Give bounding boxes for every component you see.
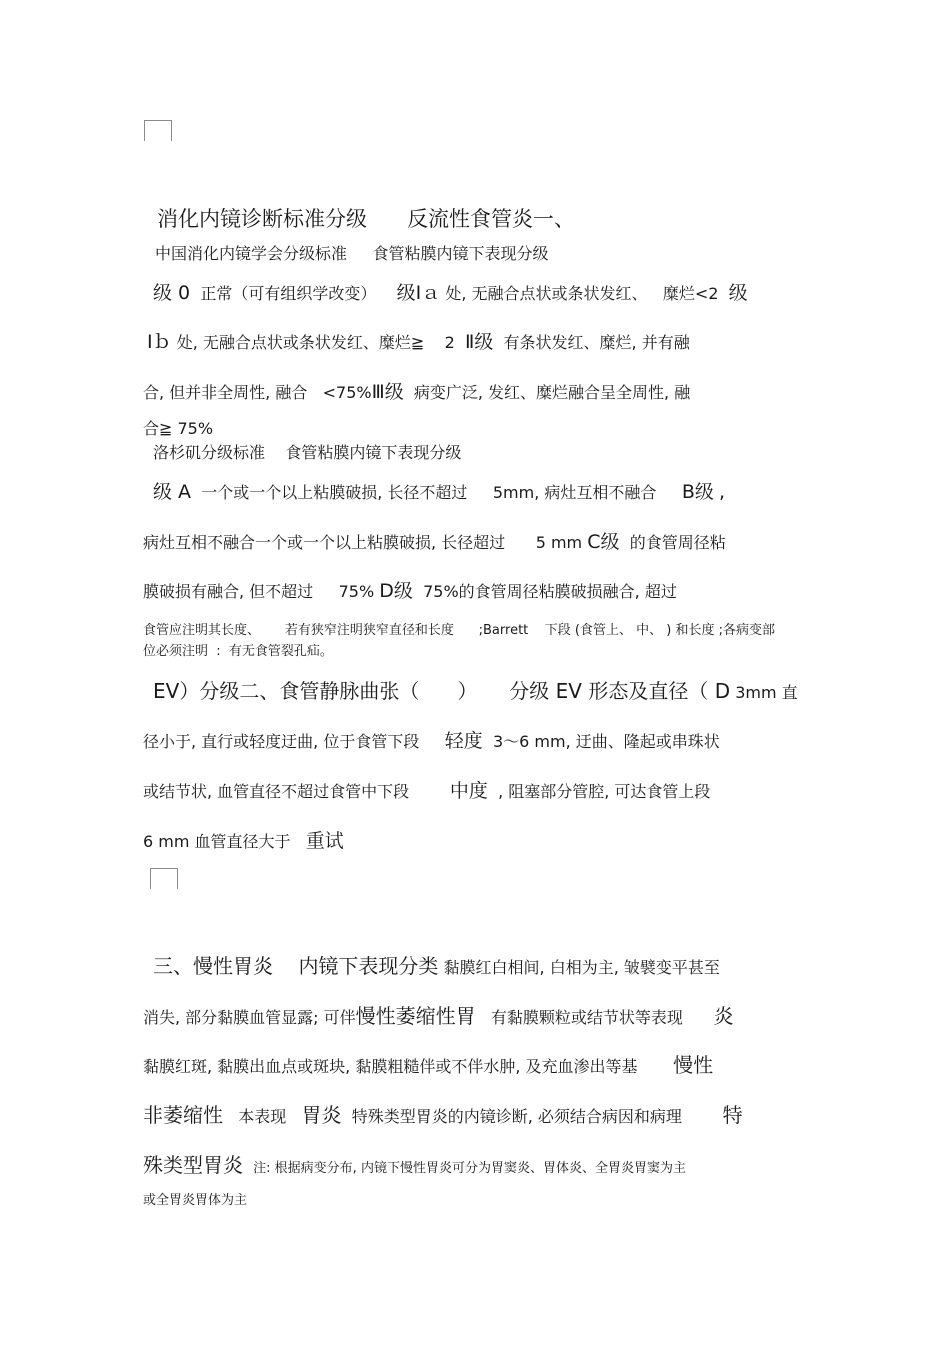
note-1d: 下段 (食管上、 中、 ) 和长度 ;各病变部 — [544, 623, 775, 638]
ev-line-4 — [143, 830, 344, 853]
note-line-2 — [143, 641, 333, 663]
standard-name: 中国消化内镜学会分级标准 — [155, 244, 348, 263]
grade-b-tail: , — [718, 481, 725, 503]
nonatrophic-label-2: 非萎缩性 — [143, 1103, 223, 1127]
gastritis-line-4 — [143, 1104, 743, 1128]
ev-mild-label: 轻度 — [444, 730, 483, 752]
page-corner-mark-2 — [150, 868, 178, 889]
la-line-1 — [153, 481, 725, 504]
ev-moderate-text: 3～6 mm, 迂曲、隆起或串珠状 — [492, 732, 720, 751]
doc-subtitle: 反流性食管炎一、 — [407, 207, 576, 231]
grade-line-4 — [143, 418, 213, 440]
la-standard-name: 洛杉矶分级标准 — [153, 443, 266, 462]
note-2: 位必须注明 : 有无食管裂孔疝。 — [143, 644, 333, 659]
grade-0-label: 级 0 — [153, 282, 191, 304]
gastritis-line-5 — [143, 1154, 686, 1180]
grade-3-cont: 合≧ 75% — [143, 419, 214, 438]
ev-d-label: D — [714, 679, 731, 703]
grade-line-3 — [143, 381, 690, 404]
atrophic-text-3: 有黏膜颗粒或结节状等表现 — [490, 1008, 683, 1027]
ev-moderate-cont: 或结节状, 血管直径不超过食管中下段 — [143, 782, 410, 801]
grade-1a-text2: 糜烂<2 — [662, 284, 719, 303]
atrophic-label-tail: 炎 — [713, 1004, 734, 1028]
special-label: 特 — [722, 1103, 743, 1127]
gastritis-line-3 — [143, 1054, 713, 1078]
ev-line-1 — [153, 680, 798, 704]
gastritis-line-1 — [153, 955, 720, 979]
page-corner-mark — [144, 120, 172, 141]
la-standard-line — [153, 442, 461, 464]
grade-b-num: 5 mm — [535, 533, 583, 552]
note-1c: ;Barrett — [478, 623, 529, 638]
nonatrophic-label-3: 胃炎 — [301, 1103, 342, 1127]
grade-1b-text: 处, 无融合点状或条状发红、糜烂≧ — [176, 333, 425, 352]
grade-b-label: B级 — [681, 481, 714, 503]
ev-severe-label: 重试 — [305, 830, 344, 852]
grade-line-1 — [153, 282, 748, 305]
atrophic-text: 黏膜红白相间, 白相为主, 皱襞变平甚至 — [443, 958, 720, 977]
ev-line-2 — [143, 730, 720, 753]
note-line-1 — [143, 620, 775, 642]
grade-1a-tail: 级 — [728, 282, 748, 304]
grade-2-text: 有条状发红、糜烂, 并有融 — [503, 333, 690, 352]
ev-mild-text: 径小于, 直行或轻度迂曲, 位于食管下段 — [143, 732, 420, 751]
grade-c-cont: 膜破损有融合, 但不超过 — [143, 582, 314, 601]
special-label-2: 殊类型胃炎 — [143, 1153, 243, 1177]
ev-severe-cont: 6 mm 血管直径大于 — [143, 832, 291, 851]
doc-title: 消化内镜诊断标准分级 — [157, 207, 367, 231]
heading-line — [157, 208, 575, 232]
atrophic-label: 慢性萎缩性胃 — [355, 1004, 476, 1028]
ev-moderate-label: 中度 — [449, 780, 488, 802]
ev-heading-close: ） — [457, 679, 478, 703]
standard-desc: 食管粘膜内镜下表现分级 — [372, 244, 549, 263]
special-text: 特殊类型胃炎的内镜诊断, 必须结合病因和病理 — [351, 1107, 682, 1126]
grade-2-cont: 合, 但并非全周性, 融合 — [143, 383, 308, 402]
gastritis-note-2: 或全胃炎胃体为主 — [143, 1193, 248, 1208]
grade-1b-label: Ⅰｂ — [147, 331, 172, 353]
grade-1a-text: 处, 无融合点状或条状发红、 — [445, 284, 648, 303]
la-line-3 — [143, 580, 677, 603]
ev-heading: EV）分级二、食管静脉曲张（ — [153, 679, 420, 703]
grade-line-2 — [147, 331, 690, 354]
ev-severe-text: , 阻塞部分管腔, 可达食管上段 — [498, 782, 711, 801]
grade-b-text: 病灶互相不融合一个或一个以上粘膜破损, 长径超过 — [143, 533, 506, 552]
grade-3-text: 病变广泛, 发红、糜烂融合呈全周性, 融 — [413, 383, 691, 402]
gastritis-line-2 — [143, 1005, 733, 1029]
grade-c-pct: 75% — [338, 582, 375, 601]
la-standard-desc: 食管粘膜内镜下表现分级 — [285, 443, 462, 462]
nonatrophic-label: 慢性 — [673, 1053, 714, 1077]
gastritis-subheading: 内镜下表现分类 — [298, 954, 439, 978]
nonatrophic-text: 黏膜红斑, 黏膜出血点或斑块, 黏膜粗糙伴或不伴水肿, 及充血渗出等基 — [143, 1057, 638, 1076]
grade-1a-label: 级Ⅰａ — [396, 282, 441, 304]
grade-d-text: 75%的食管周径粘膜破损融合, 超过 — [423, 582, 677, 601]
grade-c-label: C级 — [587, 531, 620, 553]
grade-1b-num: 2 — [444, 333, 455, 352]
standard-line — [155, 243, 548, 265]
gastritis-heading: 三、慢性胃炎 — [153, 954, 273, 978]
grade-a-num: 5mm, 病灶互相不融合 — [492, 483, 657, 502]
ev-heading-2: 分级 EV 形态及直径（ — [509, 679, 709, 703]
la-line-2 — [143, 531, 726, 554]
grade-a-text: 一个或一个以上粘膜破损, 长径不超过 — [201, 483, 468, 502]
atrophic-text-2: 消失, 部分黏膜血管显露; 可伴 — [143, 1008, 356, 1027]
ev-mild-size: 3mm 直 — [735, 683, 798, 702]
grade-2-pct: <75% — [322, 383, 372, 402]
grade-0-text: 正常（可有组织学改变） — [200, 284, 377, 303]
note-1b: 若有狭窄注明狭窄直径和长度 — [284, 623, 454, 638]
gastritis-line-6 — [143, 1190, 247, 1212]
note-1a: 食管应注明其长度、 — [143, 623, 261, 638]
ev-line-3 — [143, 780, 710, 803]
gastritis-note: 注: 根据病变分布, 内镜下慢性胃炎可分为胃窦炎、胃体炎、全胃炎胃窦为主 — [253, 1161, 686, 1176]
grade-d-label: D级 — [379, 580, 413, 602]
grade-3-label: Ⅲ级 — [371, 381, 404, 403]
grade-c-text: 的食管周径粘 — [629, 533, 726, 552]
grade-a-label: 级 A — [153, 481, 192, 503]
grade-2-label: Ⅱ级 — [465, 331, 494, 353]
nonatrophic-text-2: 本表现 — [238, 1107, 287, 1126]
